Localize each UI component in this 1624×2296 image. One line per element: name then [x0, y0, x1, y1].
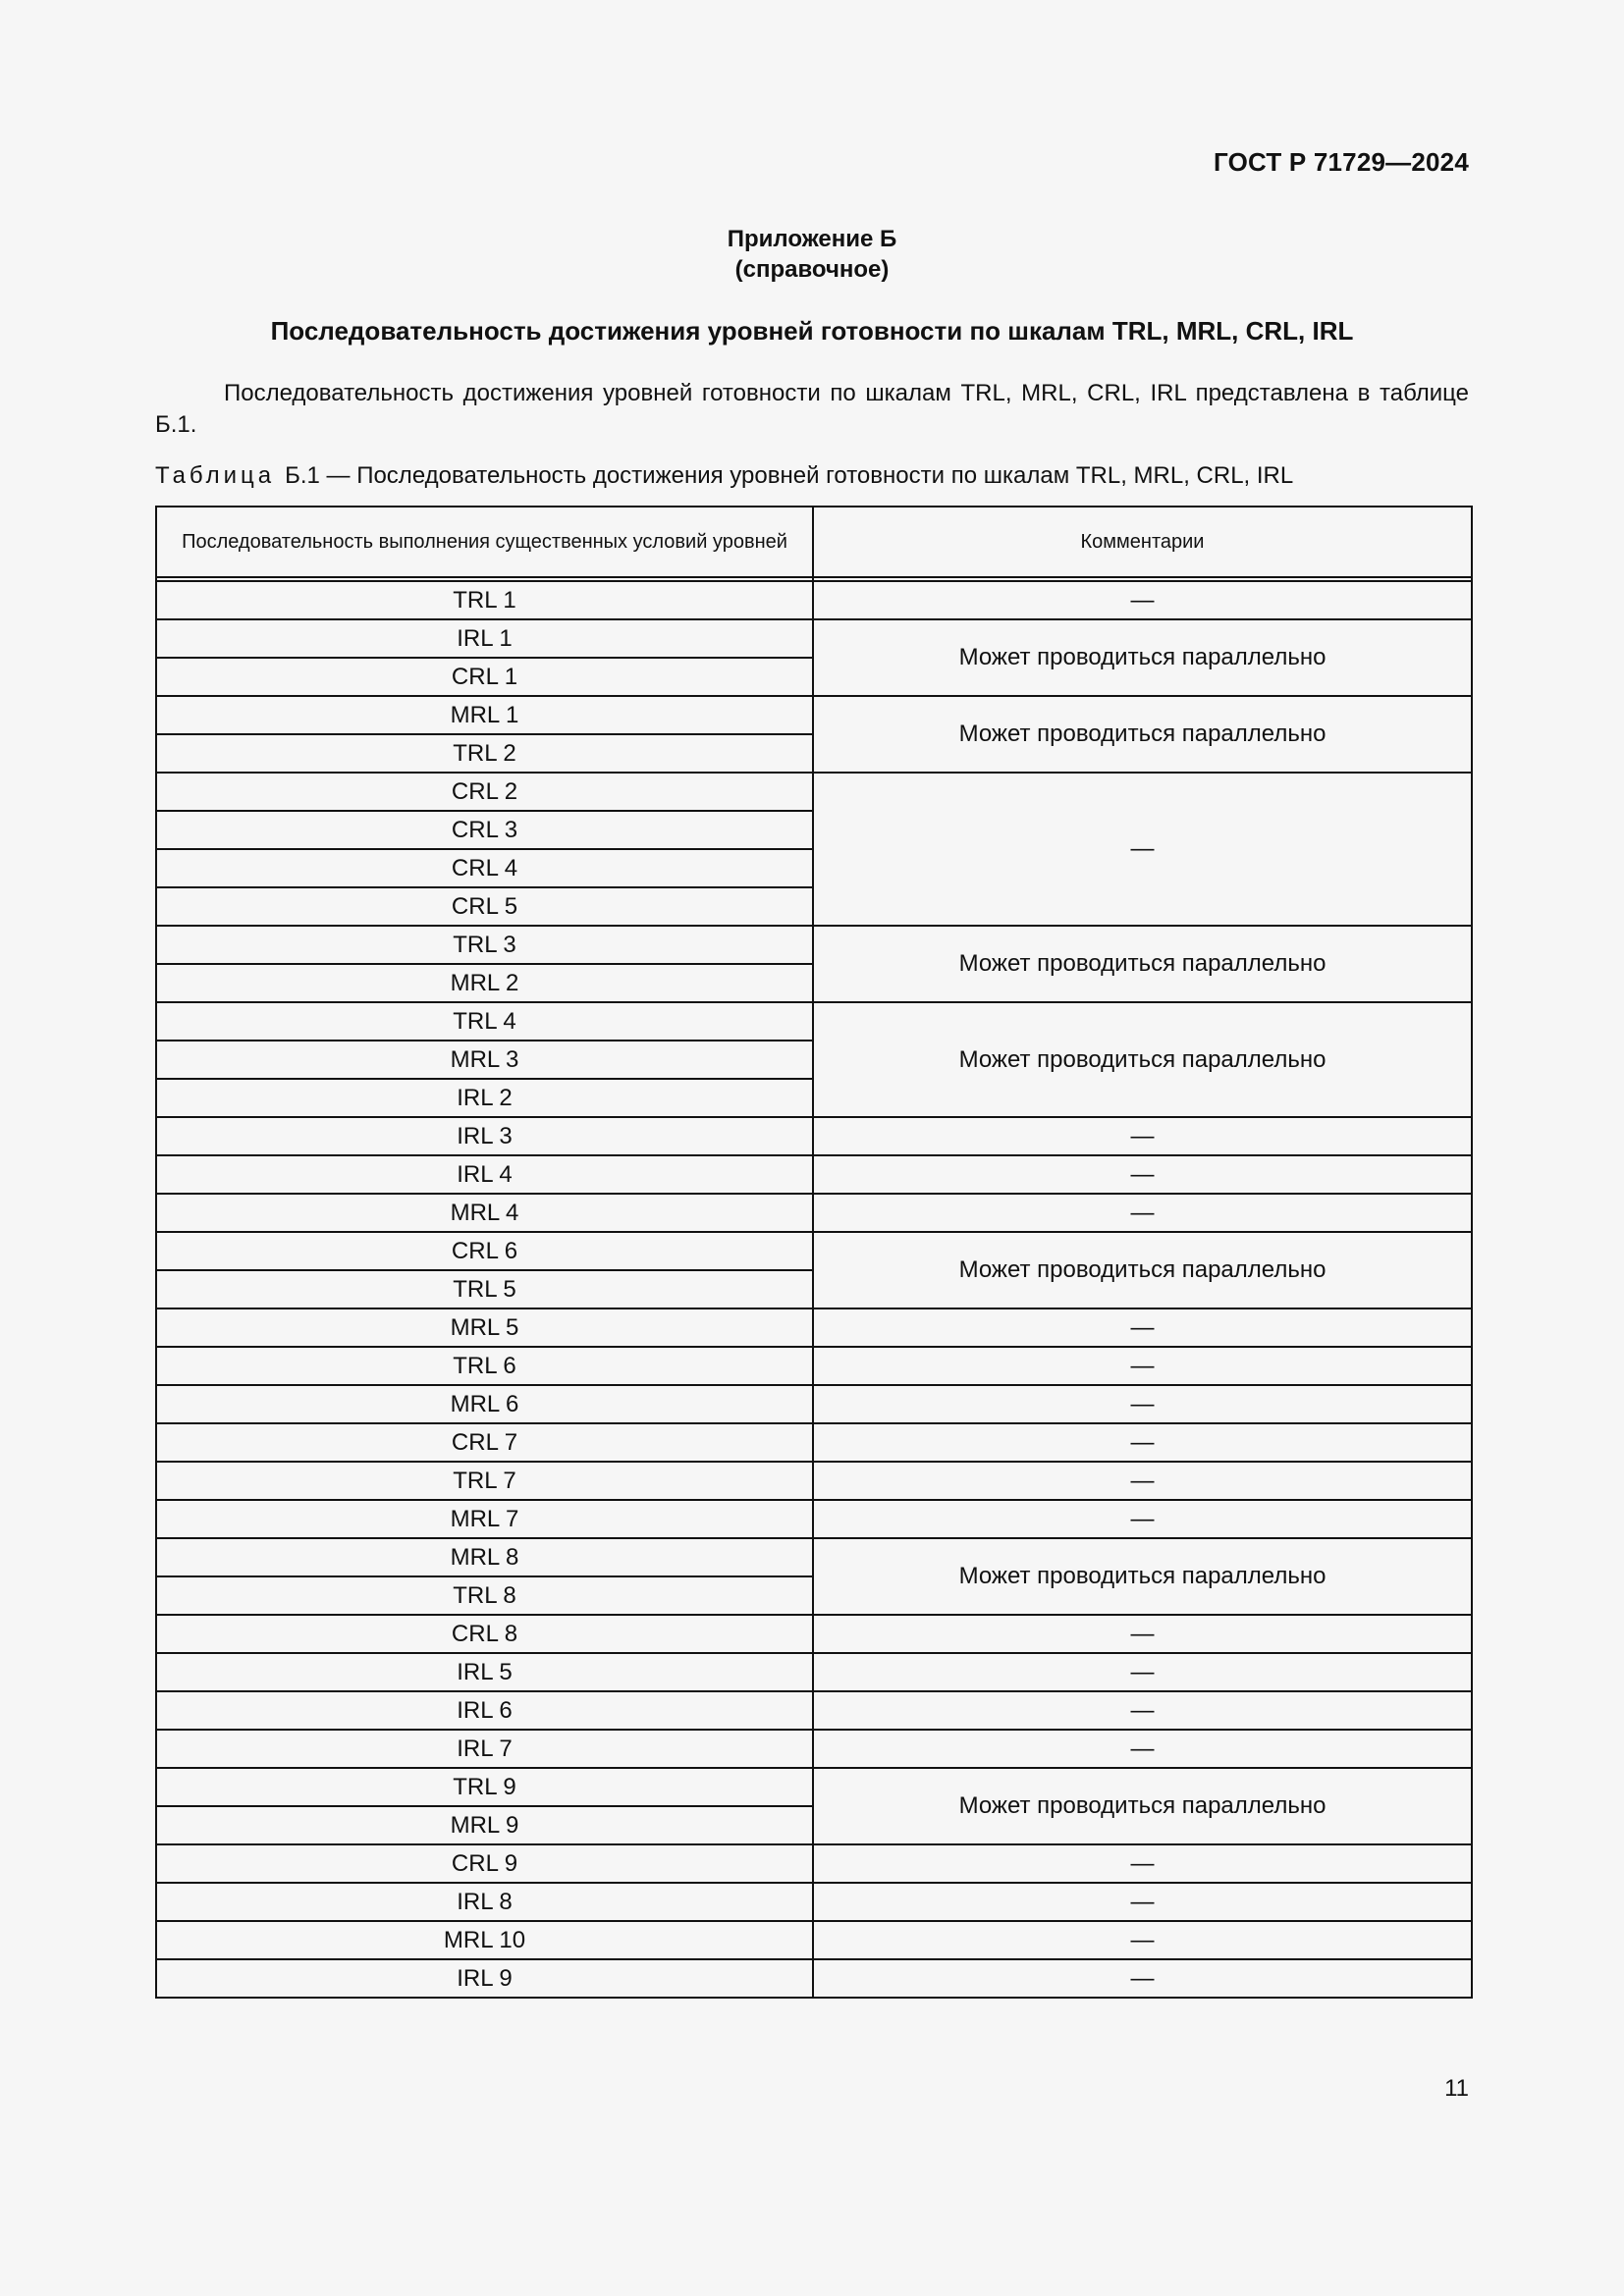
- level-cell: TRL 8: [156, 1576, 813, 1615]
- level-cell: MRL 8: [156, 1538, 813, 1576]
- comment-cell: —: [813, 1615, 1472, 1653]
- level-cell: CRL 8: [156, 1615, 813, 1653]
- level-cell: CRL 4: [156, 849, 813, 887]
- level-cell: TRL 5: [156, 1270, 813, 1308]
- level-cell: IRL 1: [156, 619, 813, 658]
- table-row: [156, 1691, 1472, 1730]
- comment-cell: —: [813, 1883, 1472, 1921]
- comment-cell: —: [813, 1347, 1472, 1385]
- level-cell: CRL 9: [156, 1844, 813, 1883]
- table-row: [156, 1959, 1472, 1998]
- comment-cell: —: [813, 1117, 1472, 1155]
- comment-cell: —: [813, 581, 1472, 619]
- table-row: [156, 1002, 1472, 1041]
- comment-cell: Может проводиться параллельно: [813, 1002, 1472, 1117]
- table-row: [156, 1653, 1472, 1691]
- table-row: [156, 581, 1472, 619]
- page-number: 11: [1444, 2075, 1469, 2102]
- intro-paragraph: Последовательность достижения уровней готовности по шкалам TRL, MRL, CRL, IRL представлена в таблице Б.1.: [155, 380, 1469, 438]
- table-caption-text: Б.1 — Последовательность достижения уровней готовности по шкалам TRL, MRL, CRL, IRL: [285, 462, 1294, 489]
- level-cell: TRL 4: [156, 1002, 813, 1041]
- comment-cell: —: [813, 1959, 1472, 1998]
- appendix-title: Приложение Б: [727, 226, 897, 252]
- readiness-sequence-table: [155, 506, 1473, 1999]
- level-cell: MRL 1: [156, 696, 813, 734]
- level-cell: IRL 3: [156, 1117, 813, 1155]
- table-row: [156, 1232, 1472, 1270]
- comment-cell: —: [813, 1730, 1472, 1768]
- comment-cell: —: [813, 1423, 1472, 1462]
- level-cell: CRL 7: [156, 1423, 813, 1462]
- table-row: [156, 696, 1472, 734]
- appendix-heading: [0, 224, 1624, 285]
- table-row: [156, 1462, 1472, 1500]
- comment-cell: —: [813, 1194, 1472, 1232]
- table-row: [156, 1615, 1472, 1653]
- level-cell: MRL 7: [156, 1500, 813, 1538]
- level-cell: TRL 6: [156, 1347, 813, 1385]
- table-row: [156, 1730, 1472, 1768]
- table-row: [156, 1347, 1472, 1385]
- header-sequence: Последовательность выполнения существенных условий уровней: [156, 507, 813, 577]
- table-header-row: [156, 507, 1472, 577]
- comment-cell: Может проводиться параллельно: [813, 926, 1472, 1002]
- comment-cell: —: [813, 1462, 1472, 1500]
- level-cell: TRL 7: [156, 1462, 813, 1500]
- level-cell: TRL 3: [156, 926, 813, 964]
- comment-cell: —: [813, 773, 1472, 926]
- level-cell: CRL 6: [156, 1232, 813, 1270]
- table-caption: [155, 462, 1293, 490]
- comment-cell: —: [813, 1385, 1472, 1423]
- table-row: [156, 1883, 1472, 1921]
- table-row: [156, 619, 1472, 658]
- level-cell: TRL 9: [156, 1768, 813, 1806]
- table-row: [156, 1921, 1472, 1959]
- comment-cell: Может проводиться параллельно: [813, 619, 1472, 696]
- table-row: [156, 1768, 1472, 1806]
- table-row: [156, 1117, 1472, 1155]
- table-row: [156, 1423, 1472, 1462]
- comment-cell: Может проводиться параллельно: [813, 696, 1472, 773]
- table-row: [156, 1500, 1472, 1538]
- level-cell: CRL 1: [156, 658, 813, 696]
- comment-cell: —: [813, 1691, 1472, 1730]
- level-cell: MRL 3: [156, 1041, 813, 1079]
- table-row: [156, 1155, 1472, 1194]
- level-cell: MRL 9: [156, 1806, 813, 1844]
- table-caption-label: Таблица: [155, 462, 276, 489]
- document-code: ГОСТ Р 71729—2024: [1214, 147, 1469, 177]
- table-row: [156, 1844, 1472, 1883]
- level-cell: CRL 5: [156, 887, 813, 926]
- level-cell: TRL 2: [156, 734, 813, 773]
- level-cell: CRL 3: [156, 811, 813, 849]
- appendix-subtitle: (справочное): [734, 256, 890, 283]
- header-comments: Комментарии: [813, 507, 1472, 577]
- level-cell: MRL 10: [156, 1921, 813, 1959]
- level-cell: IRL 9: [156, 1959, 813, 1998]
- level-cell: MRL 2: [156, 964, 813, 1002]
- comment-cell: —: [813, 1921, 1472, 1959]
- table-row: [156, 1308, 1472, 1347]
- table-row: [156, 1385, 1472, 1423]
- comment-cell: —: [813, 1653, 1472, 1691]
- level-cell: IRL 5: [156, 1653, 813, 1691]
- level-cell: IRL 8: [156, 1883, 813, 1921]
- comment-cell: Может проводиться параллельно: [813, 1232, 1472, 1308]
- level-cell: IRL 7: [156, 1730, 813, 1768]
- table-row: [156, 926, 1472, 964]
- table-body: [156, 577, 1472, 1998]
- level-cell: MRL 6: [156, 1385, 813, 1423]
- table-row: [156, 1194, 1472, 1232]
- level-cell: IRL 6: [156, 1691, 813, 1730]
- comment-cell: —: [813, 1308, 1472, 1347]
- comment-cell: —: [813, 1844, 1472, 1883]
- level-cell: IRL 2: [156, 1079, 813, 1117]
- table-row: [156, 773, 1472, 811]
- comment-cell: Может проводиться параллельно: [813, 1538, 1472, 1615]
- comment-cell: Может проводиться параллельно: [813, 1768, 1472, 1844]
- level-cell: MRL 5: [156, 1308, 813, 1347]
- table-row: [156, 1538, 1472, 1576]
- comment-cell: —: [813, 1155, 1472, 1194]
- level-cell: IRL 4: [156, 1155, 813, 1194]
- level-cell: MRL 4: [156, 1194, 813, 1232]
- level-cell: CRL 2: [156, 773, 813, 811]
- comment-cell: —: [813, 1500, 1472, 1538]
- level-cell: TRL 1: [156, 581, 813, 619]
- section-title: Последовательность достижения уровней готовности по шкалам TRL, MRL, CRL, IRL: [270, 316, 1354, 346]
